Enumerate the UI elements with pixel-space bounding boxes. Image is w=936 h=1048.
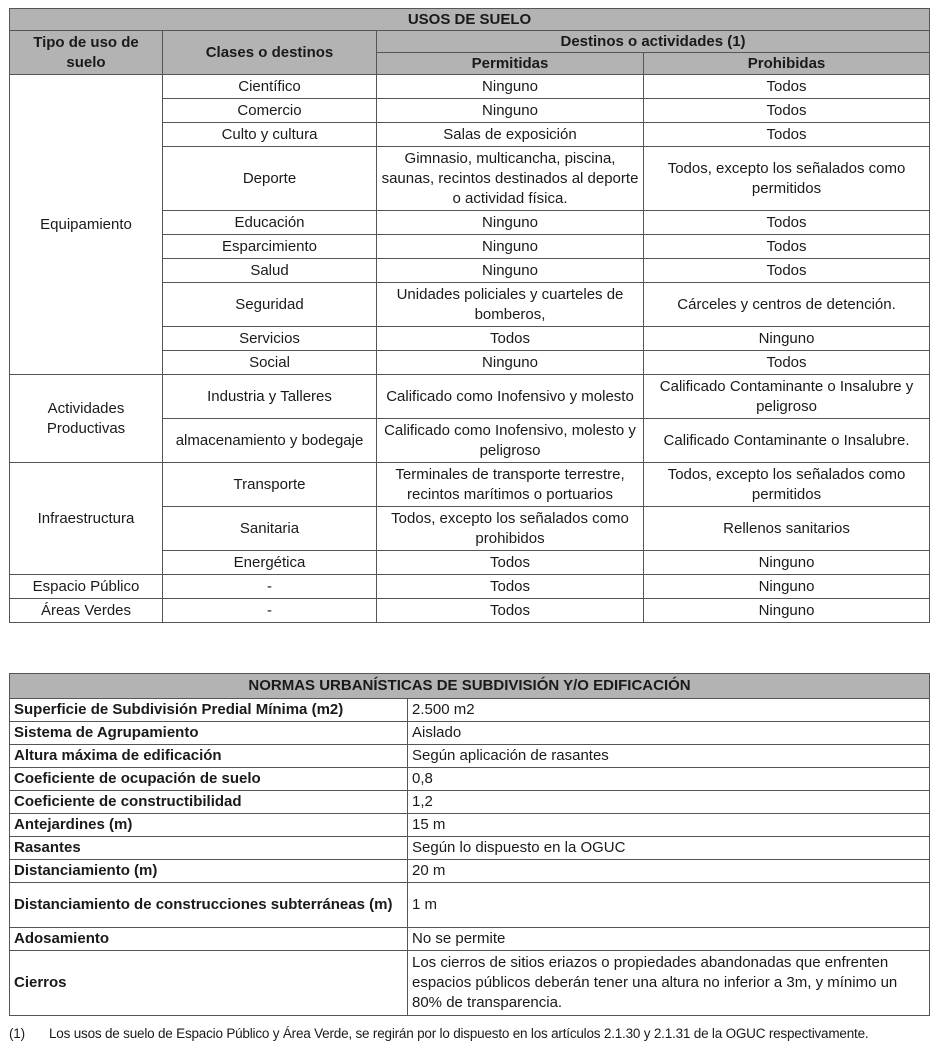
clase-cell: Energética (163, 551, 377, 575)
table-row (10, 928, 930, 951)
norma-label: Coeficiente de ocupación de suelo (10, 768, 408, 791)
normas-urbanisticas-table (9, 673, 930, 1016)
norma-value: Los cierros de sitios eriazos o propiedades abandonadas que enfrenten espacios públicos deberán tener una altura no inferior a 3m, y mínimo un 80% de transparencia. (408, 951, 930, 1016)
normas-title: NORMAS URBANÍSTICAS DE SUBDIVISIÓN Y/O EDIFICACIÓN (10, 674, 930, 699)
norma-value: No se permite (408, 928, 930, 951)
clase-cell: Transporte (163, 463, 377, 507)
footnote-number: (1) (9, 1026, 25, 1041)
table-row (10, 745, 930, 768)
table-row (10, 599, 930, 623)
tipo-cell: Áreas Verdes (10, 599, 163, 623)
permitidas-cell: Todos (377, 327, 644, 351)
norma-label: Adosamiento (10, 928, 408, 951)
norma-label: Coeficiente de constructibilidad (10, 791, 408, 814)
permitidas-cell: Terminales de transporte terrestre, recintos marítimos o portuarios (377, 463, 644, 507)
table-row (10, 768, 930, 791)
norma-value: 2.500 m2 (408, 699, 930, 722)
tipo-cell: Equipamiento (10, 75, 163, 375)
permitidas-cell: Ninguno (377, 75, 644, 99)
clase-cell: Científico (163, 75, 377, 99)
table-row (10, 951, 930, 1016)
permitidas-cell: Gimnasio, multicancha, piscina, saunas, recintos destinados al deporte o actividad física. (377, 147, 644, 211)
norma-value: 15 m (408, 814, 930, 837)
clase-cell: - (163, 575, 377, 599)
tipo-cell: Espacio Público (10, 575, 163, 599)
usos-title: USOS DE SUELO (10, 9, 930, 31)
norma-value: Aislado (408, 722, 930, 745)
norma-label: Altura máxima de edificación (10, 745, 408, 768)
norma-label: Distanciamiento de construcciones subterráneas (m) (10, 883, 408, 928)
norma-label: Superficie de Subdivisión Predial Mínima (m2) (10, 699, 408, 722)
prohibidas-cell: Todos (644, 211, 930, 235)
permitidas-cell: Todos (377, 551, 644, 575)
prohibidas-cell: Rellenos sanitarios (644, 507, 930, 551)
clase-cell: Deporte (163, 147, 377, 211)
header-permitidas: Permitidas (377, 53, 644, 75)
table-row (10, 860, 930, 883)
norma-value: Según aplicación de rasantes (408, 745, 930, 768)
table-row (10, 463, 930, 507)
permitidas-cell: Unidades policiales y cuarteles de bomberos, (377, 283, 644, 327)
footnote (9, 1026, 934, 1041)
prohibidas-cell: Ninguno (644, 327, 930, 351)
table-row (10, 75, 930, 99)
prohibidas-cell: Todos (644, 259, 930, 283)
prohibidas-cell: Ninguno (644, 599, 930, 623)
clase-cell: almacenamiento y bodegaje (163, 419, 377, 463)
permitidas-cell: Ninguno (377, 259, 644, 283)
clase-cell: Social (163, 351, 377, 375)
header-clases: Clases o destinos (163, 31, 377, 75)
permitidas-cell: Calificado como Inofensivo y molesto (377, 375, 644, 419)
clase-cell: Sanitaria (163, 507, 377, 551)
permitidas-cell: Todos (377, 575, 644, 599)
norma-label: Rasantes (10, 837, 408, 860)
tipo-cell: Infraestructura (10, 463, 163, 575)
tipo-cell: Actividades Productivas (10, 375, 163, 463)
clase-cell: - (163, 599, 377, 623)
prohibidas-cell: Todos (644, 235, 930, 259)
norma-value: 1 m (408, 883, 930, 928)
norma-value: 20 m (408, 860, 930, 883)
permitidas-cell: Salas de exposición (377, 123, 644, 147)
clase-cell: Industria y Talleres (163, 375, 377, 419)
clase-cell: Seguridad (163, 283, 377, 327)
prohibidas-cell: Cárceles y centros de detención. (644, 283, 930, 327)
table-row (10, 722, 930, 745)
usos-de-suelo-table (9, 8, 930, 623)
norma-label: Cierros (10, 951, 408, 1016)
permitidas-cell: Ninguno (377, 211, 644, 235)
table-row (10, 699, 930, 722)
prohibidas-cell: Calificado Contaminante o Insalubre y peligroso (644, 375, 930, 419)
permitidas-cell: Calificado como Inofensivo, molesto y peligroso (377, 419, 644, 463)
footnote-text: Los usos de suelo de Espacio Público y Área Verde, se regirán por lo dispuesto en los artículos 2.1.30 y 2.1.31 de la OGUC respectivamente. (49, 1026, 869, 1041)
header-tipo: Tipo de uso de suelo (10, 31, 163, 75)
prohibidas-cell: Todos, excepto los señalados como permitidos (644, 147, 930, 211)
table-row (10, 837, 930, 860)
prohibidas-cell: Todos, excepto los señalados como permitidos (644, 463, 930, 507)
header-prohibidas: Prohibidas (644, 53, 930, 75)
norma-label: Distanciamiento (m) (10, 860, 408, 883)
norma-value: 0,8 (408, 768, 930, 791)
clase-cell: Servicios (163, 327, 377, 351)
permitidas-cell: Ninguno (377, 235, 644, 259)
permitidas-cell: Ninguno (377, 351, 644, 375)
header-destinos: Destinos o actividades (1) (377, 31, 930, 53)
prohibidas-cell: Todos (644, 123, 930, 147)
prohibidas-cell: Ninguno (644, 551, 930, 575)
clase-cell: Comercio (163, 99, 377, 123)
clase-cell: Esparcimiento (163, 235, 377, 259)
permitidas-cell: Ninguno (377, 99, 644, 123)
table-row (10, 791, 930, 814)
prohibidas-cell: Calificado Contaminante o Insalubre. (644, 419, 930, 463)
norma-value: 1,2 (408, 791, 930, 814)
clase-cell: Culto y cultura (163, 123, 377, 147)
table-row (10, 883, 930, 928)
norma-value: Según lo dispuesto en la OGUC (408, 837, 930, 860)
clase-cell: Salud (163, 259, 377, 283)
prohibidas-cell: Todos (644, 351, 930, 375)
norma-label: Sistema de Agrupamiento (10, 722, 408, 745)
prohibidas-cell: Todos (644, 75, 930, 99)
permitidas-cell: Todos, excepto los señalados como prohibidos (377, 507, 644, 551)
table-row (10, 814, 930, 837)
table-row (10, 575, 930, 599)
clase-cell: Educación (163, 211, 377, 235)
prohibidas-cell: Todos (644, 99, 930, 123)
table-row (10, 375, 930, 419)
permitidas-cell: Todos (377, 599, 644, 623)
norma-label: Antejardines (m) (10, 814, 408, 837)
prohibidas-cell: Ninguno (644, 575, 930, 599)
